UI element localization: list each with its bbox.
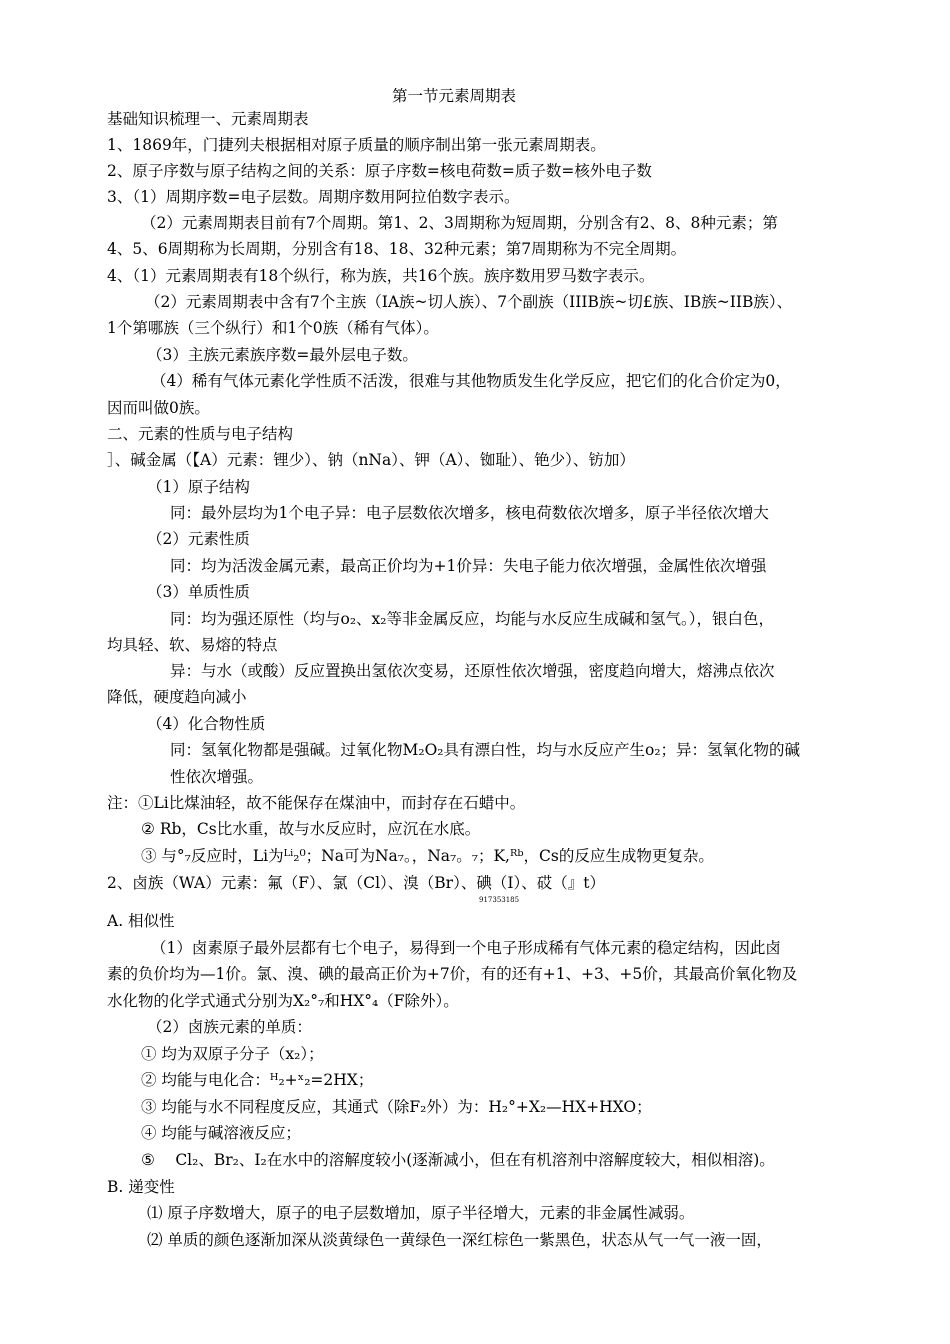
text-line: 同：均为活泼金属元素，最高正价均为+1价异：失电子能力依次增强，金属性依次增强 [170,557,767,575]
list-item: ① 均为双原子分子（x₂）； [141,1045,324,1063]
text-line: 1、1869年，门捷列夫根据相对原子质量的顺序制出第一张元素周期表。 [107,136,606,154]
list-item: ④ 均能与碱溶液反应； [141,1124,301,1142]
list-item: ⑤ Cl₂、Br₂、I₂在水中的溶解度较小(逐渐减小，但在有机溶剂中溶解度较大，相似相溶)。 [141,1151,775,1169]
text-line: 性依次增强。 [170,768,264,786]
subsection-heading: （2）元素性质 [147,530,250,548]
text-line: 4、（1）元素周期表有18个纵行，称为族，共16个族。族序数用罗马数字表示。 [107,267,655,285]
text-line: （3）主族元素族序数=最外层电子数。 [147,346,418,364]
text-line: 同：均为强还原性（均与o₂、x₂等非金属反应，均能与水反应生成碱和氢气。），银白色， [170,610,775,628]
page-title: 第一节元素周期表 [392,87,517,105]
text-line: 4、5、6周期称为长周期，分别含有18、18、32种元素；第7周期称为不完全周期。 [107,240,687,258]
text-line: 同：氢氧化物都是强碱。过氧化物M₂O₂具有漂白性，均与水反应产生o₂；异：氢氧化物的碱 [170,741,801,759]
small-note: 917353185 [479,896,520,904]
subsection-heading: A. 相似性 [107,912,175,930]
subsection-heading: B. 递变性 [107,1178,175,1196]
subsection-heading: （3）单质性质 [147,583,250,601]
text-line: （2）元素周期表目前有7个周期。第1、2、3周期称为短周期，分别含有2、8、8种元素；第 [141,214,778,232]
text-line: （1）卤素原子最外层都有七个电子，易得到一个电子形成稀有气体元素的稳定结构，因此卤 [151,939,781,957]
text-line: 3、（1）周期序数=电子层数。周期序数用阿拉伯数字表示。 [107,188,520,206]
text-line: 2、卤族（WA）元素：氟（F）、氯（Cl）、溴（Br）、碘（I）、砹（』t） [107,874,605,892]
text-line: （2）元素周期表中含有7个主族（IA族~切人族）、7个副族（IIIB族~切£族、IB族~IIB族）、 [145,293,793,311]
note-line: ② Rb，Cs比水重，故与水反应时，应沉在水底。 [141,820,481,838]
text-line: 素的负价均为—1价。氯、溴、碘的最高正价为+7价，有的还有+1、+3、+5价，其最高价氧化物及 [107,965,798,983]
list-item: ② 均能与电化合：ᴴ₂+ˣ₂=2HX； [141,1071,374,1089]
text-line: ⑵ 单质的颜色逐渐加深从淡黄绿色一黄绿色一深红棕色一紫黑色，状态从气一气一液一固， [147,1231,772,1249]
list-item: ③ 均能与水不同程度反应，其通式（除F₂外）为：H₂°+X₂—HX+HXO； [141,1098,652,1116]
text-line: 因而叫做0族。 [107,399,210,417]
text-line: （4）稀有气体元素化学性质不活泼，很难与其他物质发生化学反应，把它们的化合价定为0， [151,372,791,390]
text-line: 异：与水（或酸）反应置换出氢依次变易，还原性依次增强，密度趋向增大，熔沸点依次 [170,662,775,680]
section-heading: 二、元素的性质与电子结构 [107,425,294,443]
text-line: 水化物的化学式通式分别为X₂°₇和HX°₄（F除外）。 [107,992,459,1010]
note-line: 注：①Li比煤油轻，故不能保存在煤油中，而封存在石蜡中。 [107,794,526,812]
text-line: 1个第哪族（三个纵行）和1个0族（稀有气体）。 [107,319,439,337]
text-line: ］、碱金属（【A）元素：锂少）、钠（nNa）、钾（A）、铷耻）、铯少）、钫加） [107,451,635,469]
section-heading: 基础知识梳理一、元素周期表 [107,110,309,128]
text-line: 2、原子序数与原子结构之间的关系：原子序数=核电荷数=质子数=核外电子数 [107,162,652,180]
text-line: 降低，硬度趋向减小 [107,688,247,706]
text-line: ⑴ 原子序数增大，原子的电子层数增加，原子半径增大，元素的非金属性减弱。 [147,1204,695,1222]
text-line: 均具轻、软、易熔的特点 [107,636,278,654]
subsection-heading: （1）原子结构 [147,478,250,496]
subsection-heading: （2）卤族元素的单质： [147,1018,312,1036]
note-line: ③ 与°₇反应时，Li为ᴸⁱ₂⁰；Na可为Na₇。，Na₇。₇；K,ᴿᵇ，Cs的反应生成物更复杂。 [141,847,714,865]
text-line: 同：最外层均为1个电子异：电子层数依次增多，核电荷数依次增多，原子半径依次增大 [170,504,769,522]
subsection-heading: （4）化合物性质 [147,715,266,733]
